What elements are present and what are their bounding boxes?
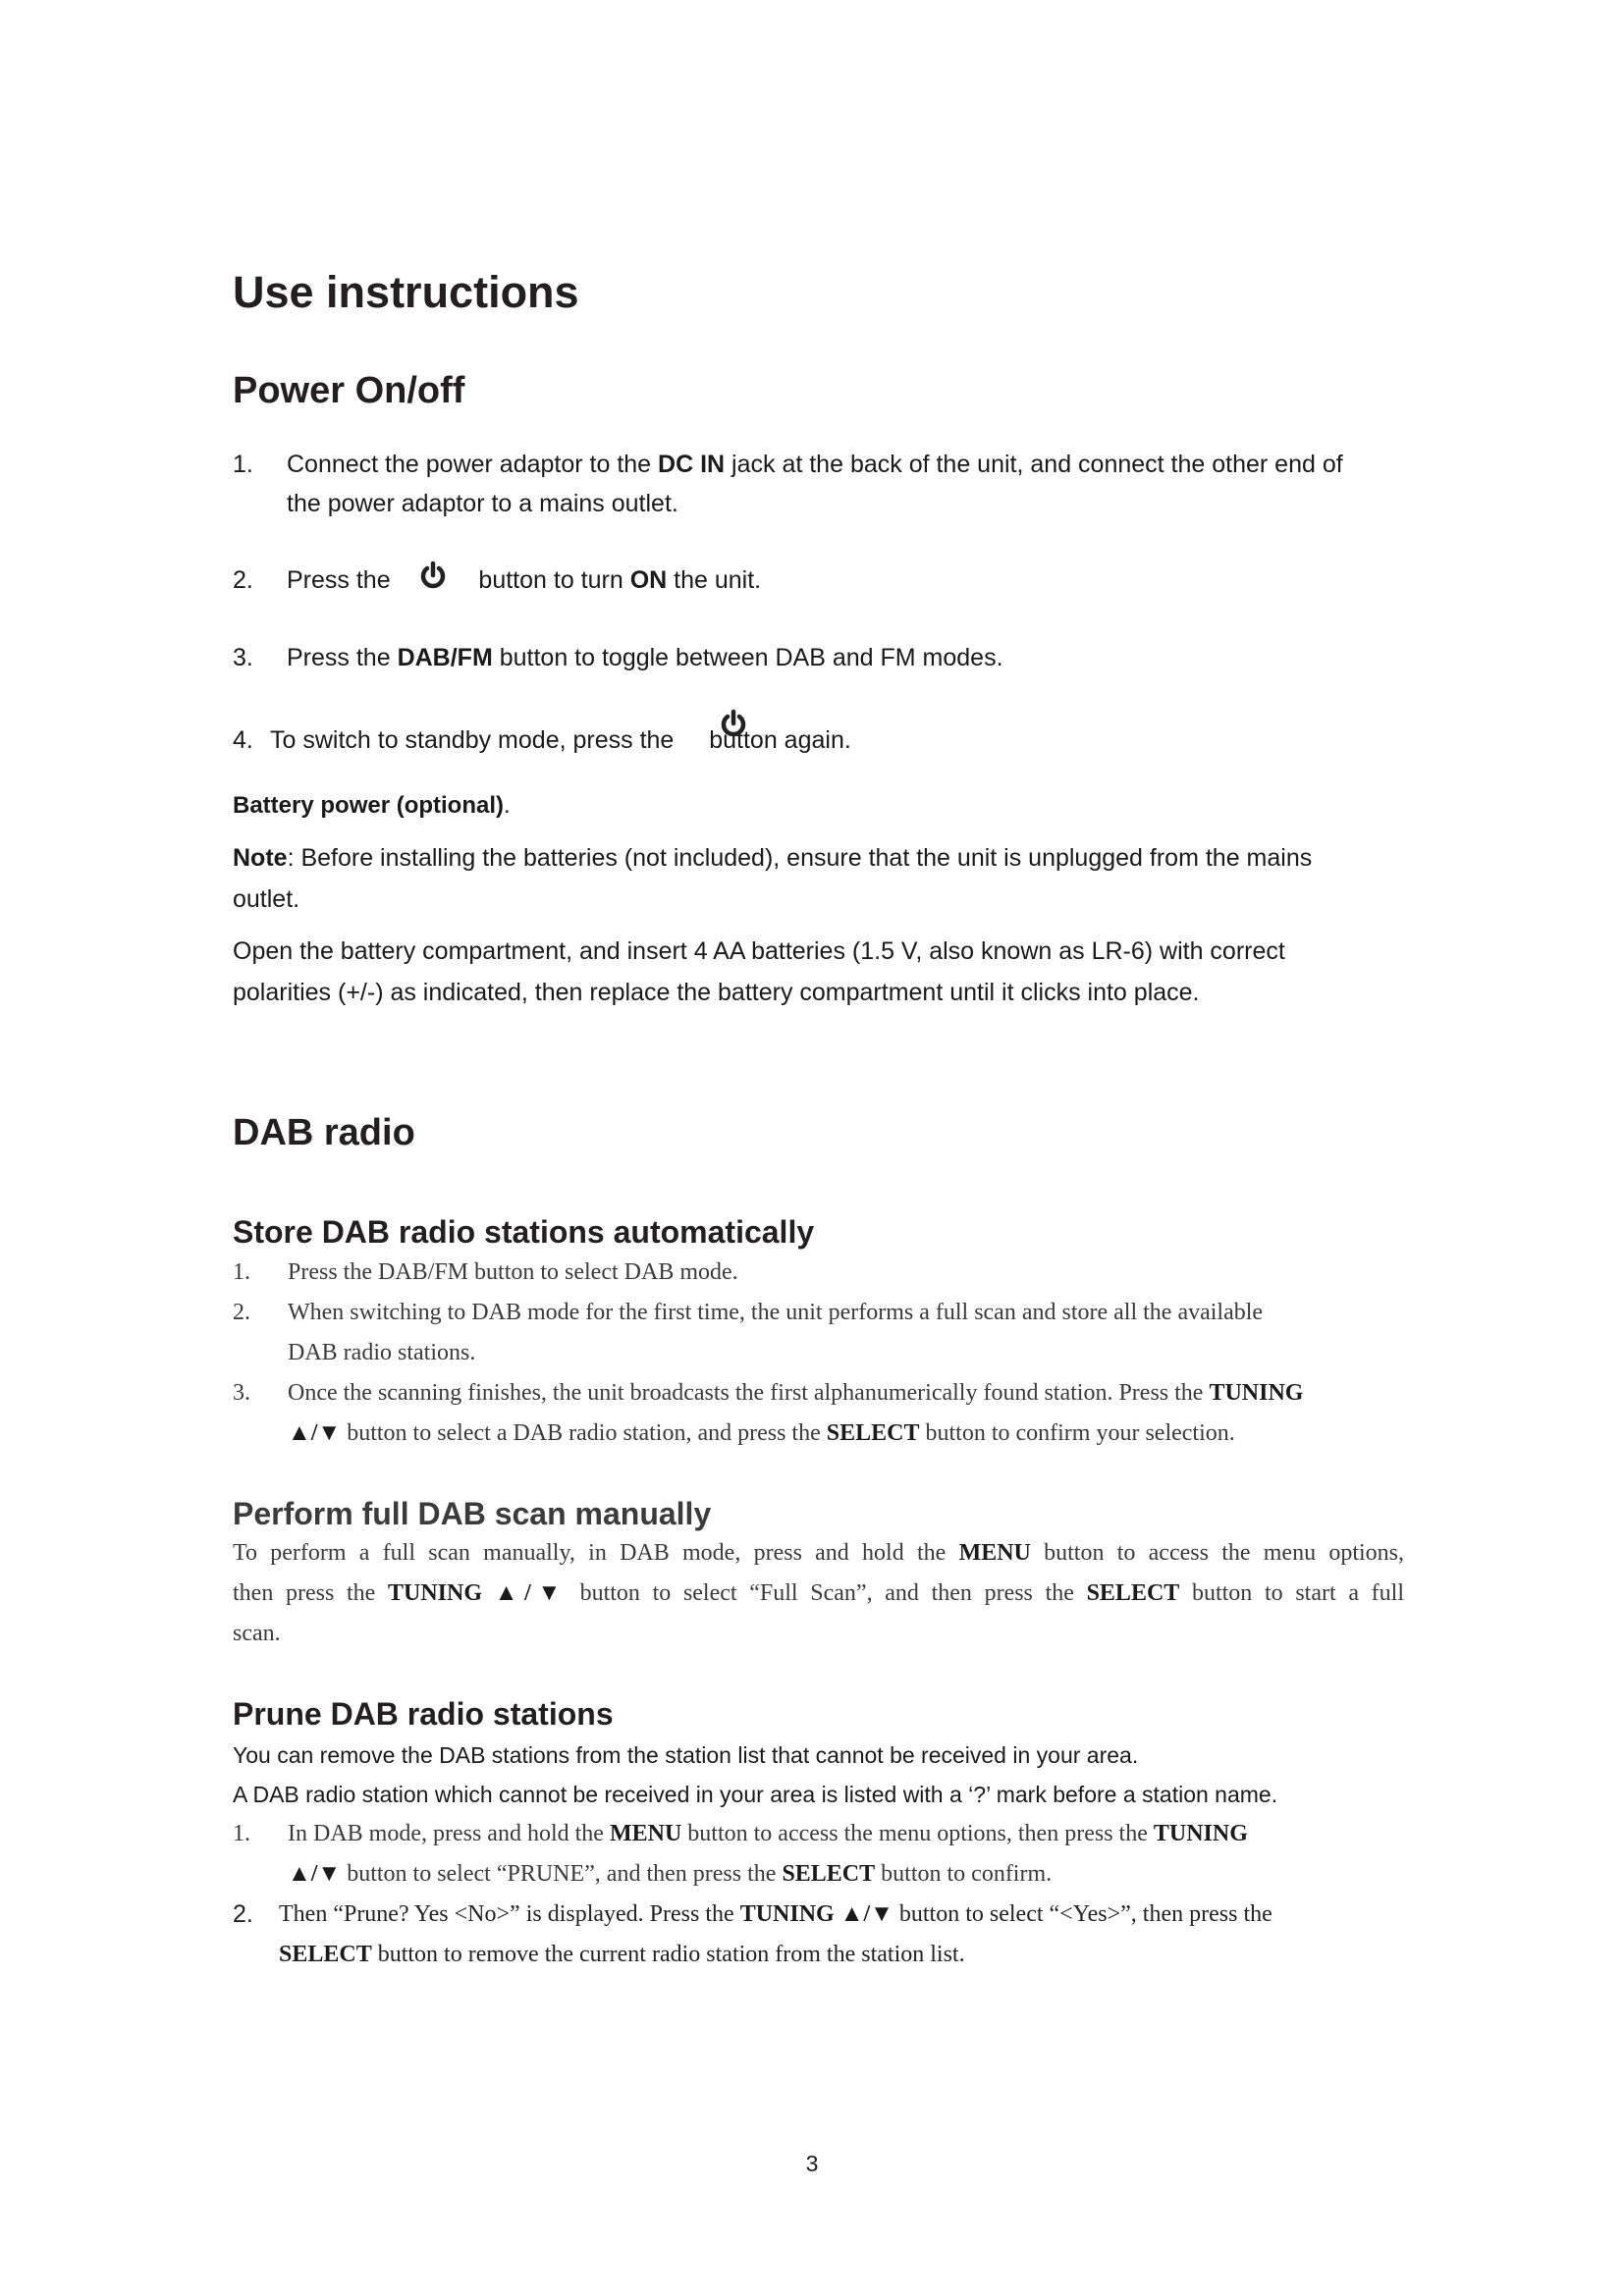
step-text: the power adaptor to a mains outlet. [287,490,678,517]
step-number: 2. [233,1300,250,1325]
subheading-store: Store DAB radio stations automatically [233,1214,815,1250]
subheading-full-scan: Perform full DAB scan manually [233,1496,712,1531]
paragraph-text: A DAB radio station which cannot be received in your area is listed with a ‘?’ mark before a station name. [233,1782,1278,1807]
paragraph-text: then press the [233,1580,388,1606]
on-label: ON [629,566,668,594]
step-text: To switch to standby mode, press the [270,726,675,754]
battery-text: polarities (+/-) as indicated, then replace the battery compartment until it clicks into place. [233,979,1200,1006]
select-label: SELECT [1086,1580,1180,1606]
store-list [233,1253,1411,1454]
step-number: 1. [233,1821,250,1846]
paragraph-text: To perform a full scan manually, in DAB mode, press and hold the [233,1540,959,1566]
step-text: button to remove the current radio station from the station list. [371,1942,965,1967]
paragraph-text: button to start a full [1179,1580,1404,1606]
step-text: In DAB mode, press and hold the [288,1821,610,1846]
arrow-up-down-icon: ▲/▼ [288,1420,342,1446]
note-text: : Before installing the batteries (not included), ensure that the unit is unplugged from the mains [287,844,1313,872]
power-step-1 [233,445,1411,523]
step-number: 2. [233,1900,253,1928]
select-label: SELECT [279,1942,372,1967]
step-text: button to select “<Yes>”, then press the [893,1901,1272,1927]
step-text: the unit. [667,566,762,594]
battery-text: Open the battery compartment, and insert 4 AA batteries (1.5 V, also known as LR-6) with correct [233,937,1285,965]
page-title: Use instructions [233,267,579,317]
section-heading-dab: DAB radio [233,1112,415,1153]
power-icon [418,561,448,590]
menu-label: MENU [609,1821,682,1846]
power-icon [719,709,748,738]
step-text: Press the [287,644,398,671]
step-number: 4. [233,726,253,754]
note-label: Note [233,844,288,872]
paragraph-text: button to select “Full Scan”, and then press the [567,1580,1087,1606]
list-item [233,1373,1411,1454]
dc-in-label: DC IN [658,451,726,478]
list-item [233,1253,1411,1293]
step-text: Press the DAB/FM button to select DAB mode. [288,1259,738,1285]
power-step-3 [233,638,1411,677]
subheading-prune: Prune DAB radio stations [233,1696,614,1732]
paragraph-text: button to access the menu options, [1030,1540,1405,1566]
battery-heading-period: . [504,792,511,819]
select-label: SELECT [826,1420,920,1446]
step-number: 3. [233,1380,250,1406]
prune-list [233,1814,1411,1975]
battery-heading [233,791,511,821]
list-item [233,1293,1411,1373]
step-number: 1. [233,1259,250,1285]
tuning-label: TUNING [1153,1821,1248,1846]
step-text: Connect the power adaptor to the [287,451,659,478]
step-text: Press the [287,566,391,594]
page-number: 3 [805,2151,819,2176]
step-text: Once the scanning finishes, the unit broadcasts the first alphanumerically found station. Press the [288,1380,1210,1406]
paragraph-text: You can remove the DAB stations from the station list that cannot be received in your area. [233,1742,1139,1768]
step-text: DAB radio stations. [288,1340,476,1365]
step-number: 1. [233,451,253,478]
tuning-label: TUNING ▲/▼ [739,1901,893,1927]
note-text: outlet. [233,885,300,913]
power-step-2 [233,561,1411,600]
step-text: button to access the menu options, then press the [681,1821,1154,1846]
step-text: button again. [709,726,851,754]
tuning-label: TUNING [1209,1380,1304,1406]
full-scan-paragraph [233,1533,1404,1654]
step-text: button to confirm. [875,1861,1053,1887]
step-text: button to confirm your selection. [919,1420,1235,1446]
battery-heading-text: Battery power (optional) [233,792,505,819]
arrow-up-down-icon: ▲/▼ [288,1861,342,1887]
dab-fm-label: DAB/FM [397,644,493,671]
step-text: button to select “PRUNE”, and then press the [341,1861,783,1887]
step-text: jack at the back of the unit, and connect the other end of [725,451,1343,478]
step-number: 2. [233,566,253,594]
step-text: button to toggle between DAB and FM modes. [492,644,1003,671]
tuning-label: TUNING ▲/▼ [388,1580,568,1606]
power-step-4 [233,721,1411,760]
paragraph-text: scan. [233,1621,281,1646]
step-text: When switching to DAB mode for the first time, the unit performs a full scan and store all the available [288,1300,1264,1325]
select-label: SELECT [782,1861,876,1887]
battery-note [233,837,1431,920]
step-number: 3. [233,644,253,671]
menu-label: MENU [958,1540,1031,1566]
list-item [233,1895,1411,1975]
battery-instructions [233,931,1431,1013]
step-text: Then “Prune? Yes <No>” is displayed. Press the [279,1901,740,1927]
step-text: button to select a DAB radio station, and press the [341,1420,827,1446]
prune-intro [233,1735,1411,1814]
section-heading-power: Power On/off [233,370,465,411]
list-item [233,1814,1411,1895]
step-text: button to turn [478,566,630,594]
